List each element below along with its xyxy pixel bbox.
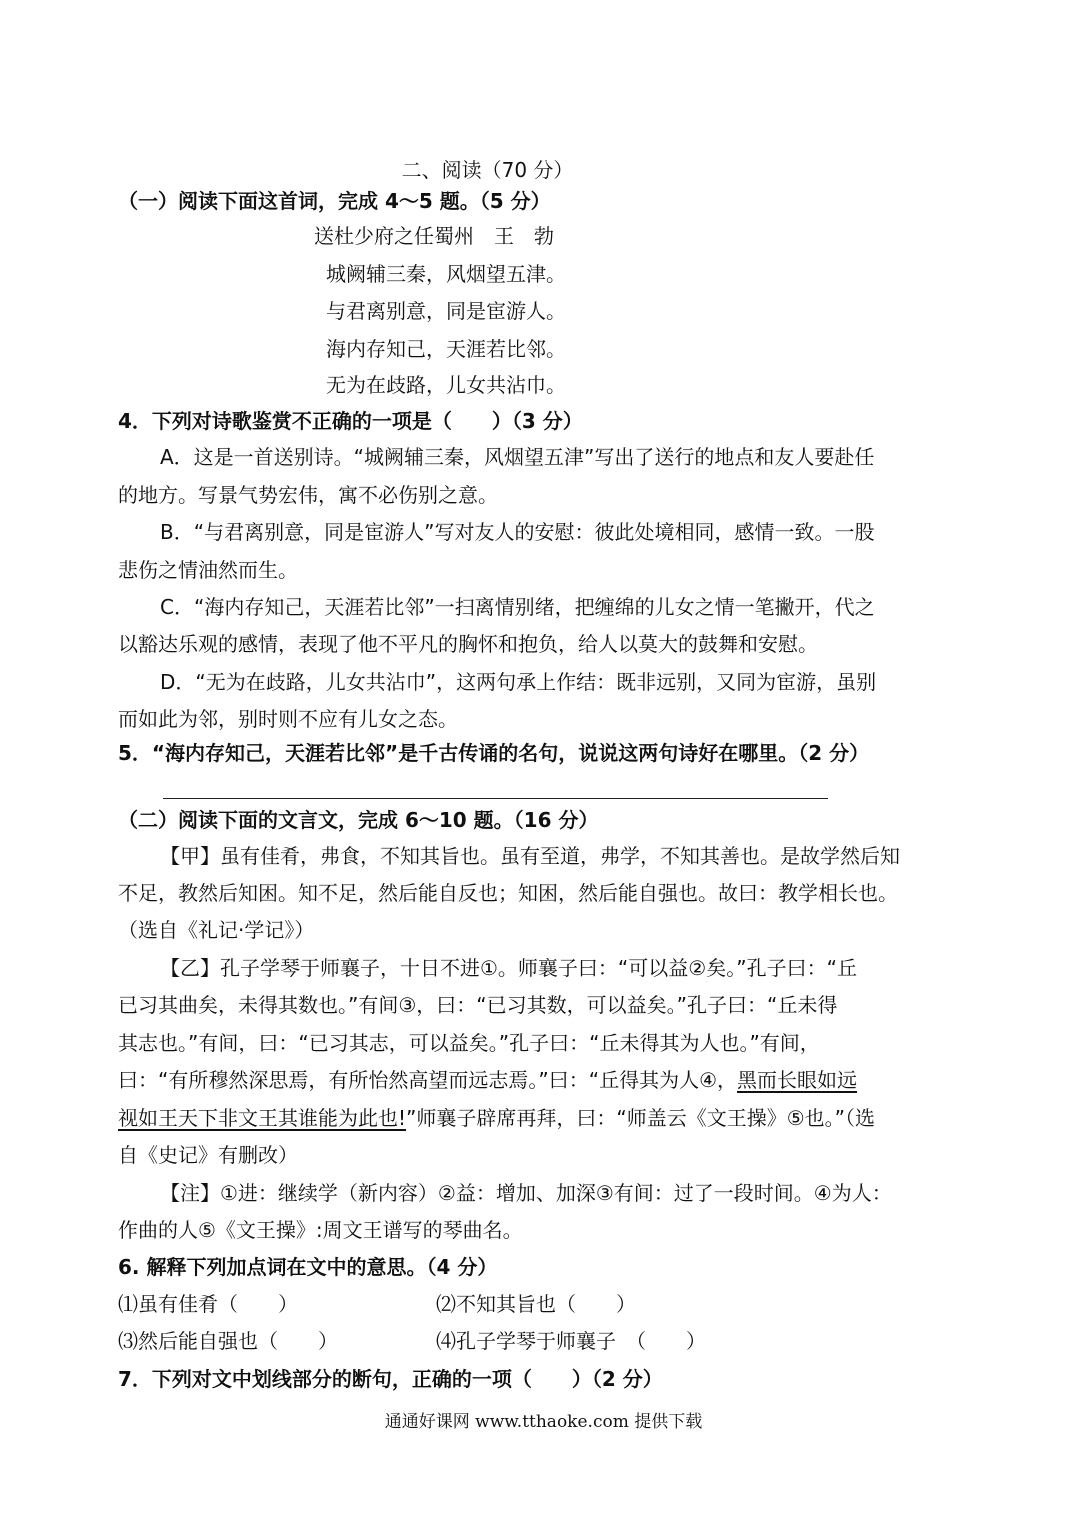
- question-4: 4．下列对诗歌鉴赏不正确的一项是（ ）（3 分）: [118, 409, 583, 433]
- passage-yi-line-5: [118, 1106, 875, 1130]
- page-footer: 通通好课网 www.tthaoke.com 提供下载: [384, 1412, 703, 1432]
- question-6: 6. 解释下列加点词在文中的意思。（4 分）: [118, 1255, 498, 1279]
- passage-yi-line-5-text: ”师襄子辟席再拜，曰：“师盖云《文王操》⑤也。”（选: [406, 1106, 876, 1130]
- passage-yi-line-1: 【乙】孔子学琴于师襄子，十日不进①。师襄子曰：“可以益②矣。”孔子曰：“丘: [160, 956, 857, 980]
- passage-yi-line-2: 已习其曲矣，未得其数也。”有间③，曰：“已习其数，可以益矣。”孔子曰：“丘未得: [118, 993, 838, 1017]
- notes-line-1: 【注】①进：继续学（新内容）②益：增加、加深③有间：过了一段时间。④为人：: [160, 1181, 892, 1205]
- passage-jia-line-1: 【甲】虽有佳肴，弗食，不知其旨也。虽有至道，弗学，不知其善也。是故学然后知: [160, 844, 900, 868]
- question-6-item-1: ⑴虽有佳肴（ ）: [118, 1292, 298, 1316]
- passage-yi-source: 自《史记》有删改）: [118, 1143, 298, 1167]
- option-b-line-1: B．“与君离别意，同是宦游人”写对友人的安慰：彼此处境相同，感情一致。一股: [160, 520, 875, 544]
- passage-yi-line-4: [118, 1068, 857, 1092]
- passage-yi-line-3: 其志也。”有间，曰：“已习其志，可以益矣。”孔子曰：“丘未得其为人也。”有间，: [118, 1031, 820, 1055]
- question-6-item-3: ⑶然后能自强也（ ）: [118, 1329, 338, 1353]
- option-b-line-2: 悲伤之情油然而生。: [118, 558, 298, 582]
- poem-line-3: 海内存知己，天涯若比邻。: [326, 337, 566, 361]
- option-c-line-2: 以豁达乐观的感情，表现了他不平凡的胸怀和抱负，给人以莫大的鼓舞和安慰。: [118, 632, 818, 656]
- question-6-item-2: ⑵不知其旨也（ ）: [436, 1292, 636, 1316]
- part2-heading: （二）阅读下面的文言文，完成 6～10 题。（16 分）: [118, 808, 599, 832]
- option-a-line-1: A．这是一首送别诗。“城阙辅三秦，风烟望五津”写出了送行的地点和友人要赴任: [160, 445, 875, 469]
- question-7: 7．下列对文中划线部分的断句，正确的一项（ ）（2 分）: [118, 1367, 663, 1391]
- underlined-sentence-part-2: 视如王天下非文王其谁能为此也!: [118, 1106, 407, 1130]
- option-a-line-2: 的地方。写景气势宏伟，寓不必伤别之意。: [118, 483, 498, 507]
- option-c-line-1: C．“海内存知己，天涯若比邻”一扫离情别绪，把缠绵的儿女之情一笔撇开，代之: [160, 595, 875, 619]
- poem-line-4: 无为在歧路，儿女共沾巾。: [326, 373, 566, 397]
- passage-jia-line-2: 不足，教然后知困。知不足，然后能自反也；知困，然后能自强也。故曰：教学相长也。: [118, 881, 898, 905]
- notes-line-2: 作曲的人⑤《文王操》:周文王谱写的琴曲名。: [118, 1218, 523, 1242]
- option-d-line-1: D．“无为在歧路，儿女共沾巾”，这两句承上作结：既非远别，又同为宦游，虽别: [160, 670, 877, 694]
- poem-line-1: 城阙辅三秦，风烟望五津。: [326, 262, 566, 286]
- option-d-line-2: 而如此为邻，别时则不应有儿女之态。: [118, 707, 458, 731]
- question-5: 5．“海内存知己，天涯若比邻”是千古传诵的名句，说说这两句诗好在哪里。（2 分）: [118, 741, 870, 765]
- part1-heading: （一）阅读下面这首词，完成 4～5 题。（5 分）: [118, 189, 551, 213]
- passage-jia-source: （选自《礼记·学记》）: [118, 918, 315, 942]
- answer-line: [163, 798, 828, 799]
- underlined-sentence-part-1: 黑而长眼如远: [737, 1068, 858, 1092]
- poem-title: 送杜少府之任蜀州 王 勃: [314, 224, 554, 248]
- question-6-item-4: ⑷孔子学琴于师襄子 （ ）: [436, 1329, 706, 1353]
- poem-line-2: 与君离别意，同是宦游人。: [326, 299, 566, 323]
- section-title: 二、阅读（70 分）: [401, 158, 574, 182]
- passage-yi-line-4-text: 曰：“有所穆然深思焉，有所怡然高望而远志焉。”曰：“丘得其为人④，: [118, 1068, 738, 1092]
